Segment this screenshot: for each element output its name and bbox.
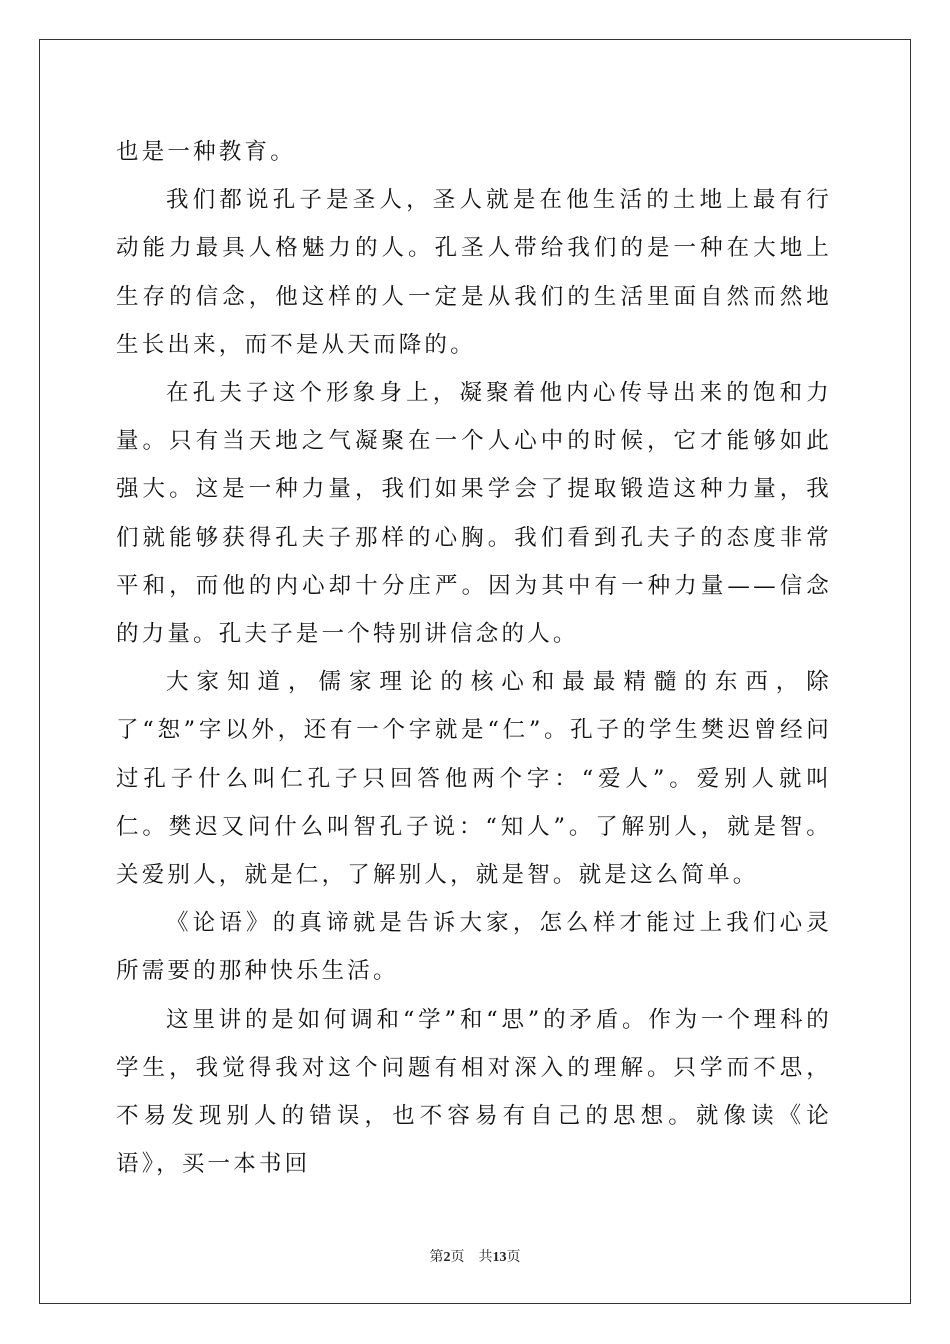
current-page-number: 2 — [443, 1250, 451, 1265]
paragraph: 在孔夫子这个形象身上，凝聚着他内心传导出来的饱和力量。只有当天地之气凝聚在一个人心中的时候，它才能够如此强大。这是一种力量，我们如果学会了提取锻造这种力量，我们就能够获得孔夫子那样的心胸。我们看到孔夫子的态度非常平和，而他的内心却十分庄严。因为其中有一种力量——信念的力量。孔夫子是一个特别讲信念的人。 — [116, 380, 832, 648]
paragraph: 也是一种教育。 — [116, 139, 296, 165]
page-footer — [0, 1246, 950, 1266]
paragraph: 大家知道，儒家理论的核心和最最精髓的东西，除了“恕”字以外，还有一个字就是“仁”。孔子的学生樊迟曾经问过孔子什么叫仁孔子只回答他两个字：“爱人”。爱别人就叫仁。樊迟又问什么叫智孔子说：“知人”。了解别人，就是智。关爱别人，就是仁，了解别人，就是智。就是这么简单。 — [116, 669, 832, 889]
footer-total-prefix: 共 — [478, 1250, 493, 1265]
paragraph: 《论语》的真谛就是告诉大家，怎么样才能过上我们心灵所需要的那种快乐生活。 — [116, 910, 832, 985]
footer-page-unit: 页 — [450, 1250, 465, 1265]
footer-total-unit: 页 — [506, 1250, 521, 1265]
paragraph: 我们都说孔子是圣人，圣人就是在他生活的土地上最有行动能力最具人格魅力的人。孔圣人带给我们的是一种在大地上生存的信念，他这样的人一定是从我们的生活里面自然而然地生长出来，而不是从天而降的。 — [116, 187, 832, 358]
total-page-count: 13 — [492, 1250, 507, 1265]
paragraph: 这里讲的是如何调和“学”和“思”的矛盾。作为一个理科的学生，我觉得我对这个问题有相对深入的理解。只学而不思，不易发现别人的错误，也不容易有自己的思想。就像读《论语》，买一本书回 — [116, 1006, 832, 1178]
document-body — [116, 128, 832, 1188]
footer-page-prefix: 第 — [429, 1250, 444, 1265]
